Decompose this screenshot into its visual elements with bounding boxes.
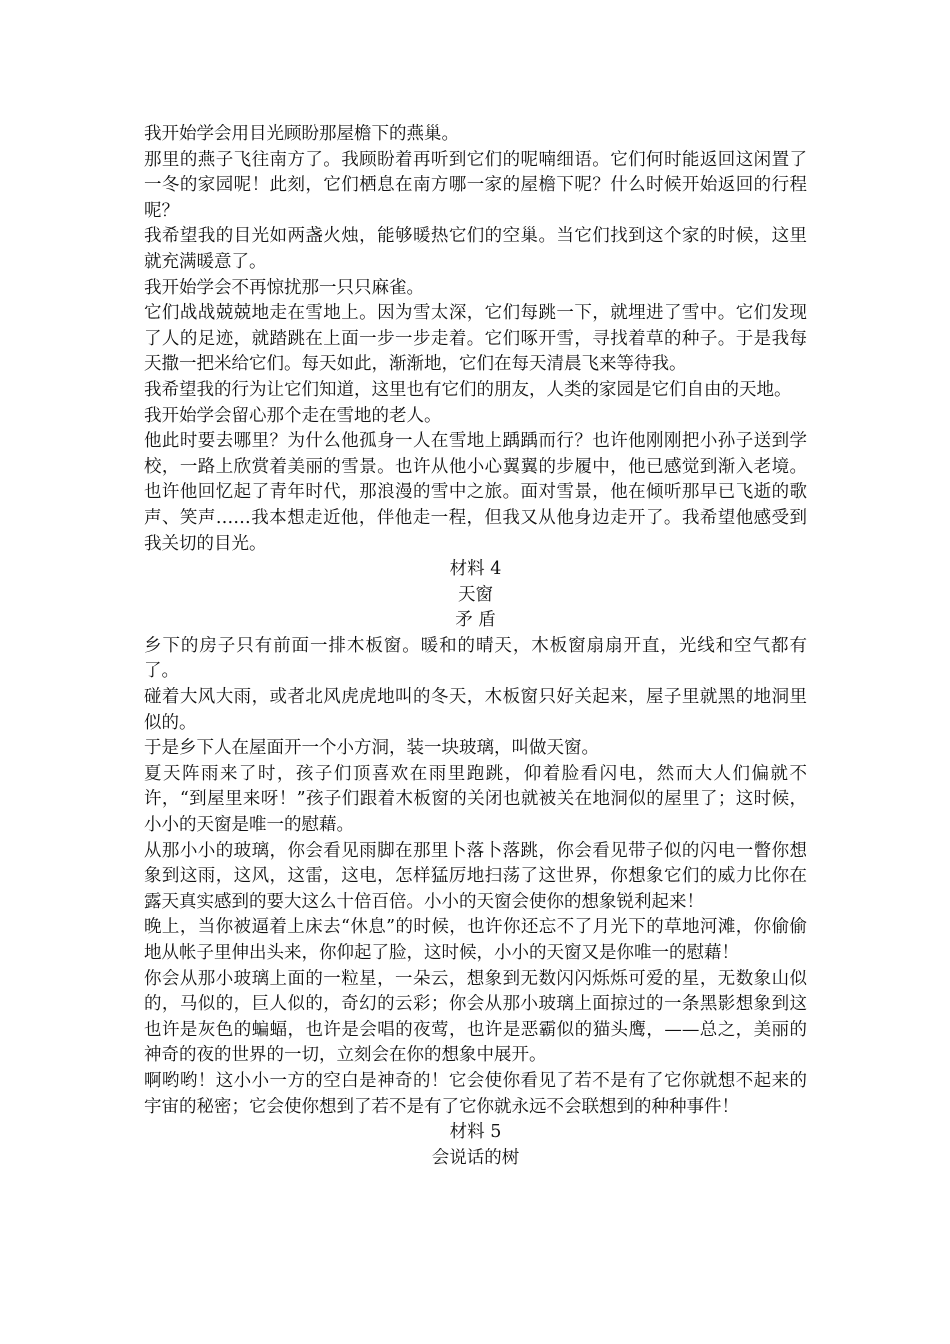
paragraph: 夏天阵雨来了时，孩子们顶喜欢在雨里跑跳，仰着脸看闪电，然而大人们偏就不许，“到屋里来呀！”孩子们跟着木板窗的关闭也就被关在地洞似的屋里了；这时候，小小的天窗是唯一的慰藉。 bbox=[144, 763, 807, 836]
paragraph: 我开始学会留心那个走在雪地的老人。 bbox=[144, 405, 442, 426]
paragraph: 它们战战兢兢地走在雪地上。因为雪太深，它们每跳一下，就埋进了雪中。它们发现了人的足迹，就踏跳在上面一步一步走着。它们啄开雪，寻找着草的种子。于是我每天撒一把米给它们。每天如此，渐渐地，它们在每天清晨飞来等待我。 bbox=[144, 303, 807, 375]
paragraph: 晚上，当你被逼着上床去“休息”的时候，也许你还忘不了月光下的草地河滩，你偷偷地从帐子里伸出头来，你仰起了脸，这时候，小小的天窗又是你唯一的慰藉！ bbox=[144, 917, 807, 963]
material-5-label: 材料 5 bbox=[449, 1122, 502, 1143]
paragraph: 啊哟哟！这小小一方的空白是神奇的！它会使你看见了若不是有了它你就想不起来的宇宙的秘密；它会使你想到了若不是有了它你就永远不会联想到的种种事件！ bbox=[144, 1070, 807, 1117]
paragraph: 我开始学会用目光顾盼那屋檐下的燕巢。 bbox=[144, 124, 459, 144]
paragraph: 碰着大风大雨，或者北风虎虎地叫的冬天，木板窗只好关起来，屋子里就黑的地洞里似的。 bbox=[144, 687, 807, 733]
paragraph: 于是乡下人在屋面开一个小方洞，装一块玻璃，叫做天窗。 bbox=[144, 738, 599, 759]
material-5-title: 会说话的树 bbox=[431, 1147, 520, 1168]
paragraph: 我希望我的目光如两盏火烛，能够暖热它们的空巢。当它们找到这个家的时候，这里就充满暖意了。 bbox=[144, 226, 807, 272]
paragraph: 我开始学会不再惊扰那一只只麻雀。 bbox=[144, 277, 424, 298]
paragraph: 那里的燕子飞往南方了。我顾盼着再听到它们的呢喃细语。它们何时能返回这闲置了一冬的家园呢！此刻，它们栖息在南方哪一家的屋檐下呢？什么时候开始返回的行程呢？ bbox=[144, 149, 807, 221]
paragraph: 我希望我的行为让它们知道，这里也有它们的朋友，人类的家园是它们自由的天地。 bbox=[144, 379, 792, 400]
material-4-title: 天窗 bbox=[458, 584, 493, 605]
document-page bbox=[144, 122, 807, 1171]
paragraph: 乡下的房子只有前面一排木板窗。暖和的晴天，木板窗扇扇开直，光线和空气都有了。 bbox=[144, 635, 807, 682]
paragraph: 你会从那小玻璃上面的一粒星，一朵云，想象到无数闪闪烁烁可爱的星，无数象山似的，马似的，巨人似的，奇幻的云彩；你会从那小玻璃上面掠过的一条黑影想象到这也许是灰色的蝙蝠，也许是会唱的夜莺，也许是恶霸似的猫头鹰，——总之，美丽的神奇的夜的世界的一切，立刻会在你的想象中展开。 bbox=[144, 968, 807, 1066]
paragraph: 他此时要去哪里？为什么他孤身一人在雪地上踽踽而行？也许他刚刚把小孙子送到学校，一路上欣赏着美丽的雪景。也许从他小心翼翼的步履中，他已感觉到渐入老境。也许他回忆起了青年时代，那浪漫的雪中之旅。面对雪景，他在倾听那早已飞逝的歌声、笑声……我本想走近他，伴他走一程，但我又从他身边走开了。我希望他感受到我关切的目光。 bbox=[144, 431, 807, 554]
paragraph: 从那小小的玻璃，你会看见雨脚在那里卜落卜落跳，你会看见带子似的闪电一瞥你想象到这雨，这风，这雷，这电，怎样猛厉地扫荡了这世界，你想象它们的威力比你在露天真实感到的要大这么十倍百倍。小小的天窗会使你的想象锐利起来！ bbox=[144, 840, 807, 912]
material-4-label: 材料 4 bbox=[449, 559, 502, 580]
material-4-author: 矛 盾 bbox=[455, 610, 496, 631]
